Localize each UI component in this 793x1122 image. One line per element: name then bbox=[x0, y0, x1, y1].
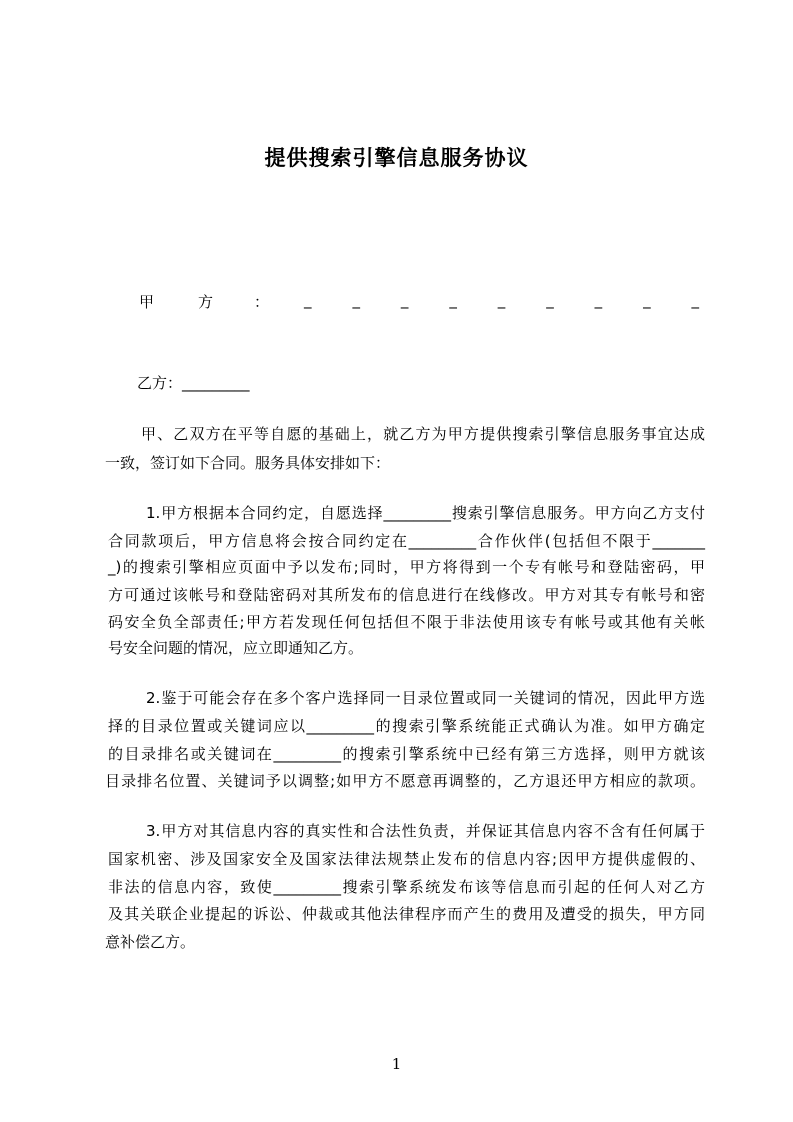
party-a-line bbox=[139, 291, 699, 315]
paragraph-2-line-6: 号安全问题的情况，应立即通知乙方。 bbox=[108, 639, 364, 657]
party-a-label-char-1: 甲 bbox=[139, 293, 155, 311]
party-a-colon: ： bbox=[254, 293, 270, 311]
party-a-blank-segment: _ bbox=[400, 291, 409, 309]
paragraph-2-line-5: 码安全负全部责任;甲方若发现任何包括但不限于非法使用该专有帐号或其他有关帐 bbox=[108, 613, 705, 631]
paragraph-4-line-4: 及其关联企业提起的诉讼、仲裁或其他法律程序而产生的费用及遭受的损失，甲方同 bbox=[108, 905, 705, 923]
party-a-blank-segment: _ bbox=[497, 291, 506, 309]
paragraph-4-line-5: 意补偿乙方。 bbox=[105, 933, 196, 951]
paragraph-1-line-1: 甲、乙双方在平等自愿的基础上，就乙方为甲方提供搜索引擎信息服务事宜达成 bbox=[141, 425, 705, 443]
party-a-label-char-2: 方 bbox=[198, 293, 214, 311]
document-title: 提供搜索引擎信息服务协议 bbox=[264, 146, 529, 170]
party-a-blank-segment: _ bbox=[643, 291, 651, 309]
party-a-blank-segment: _ bbox=[691, 291, 699, 309]
paragraph-4-line-1: 3.甲方对其信息内容的真实性和合法性负责，并保证其信息内容不含有任何属于 bbox=[146, 822, 705, 840]
paragraph-3-line-1: 2.鉴于可能会存在多个客户选择同一目录位置或同一关键词的情况，因此甲方选 bbox=[146, 689, 705, 707]
party-a-blank-segment: _ bbox=[594, 291, 603, 309]
paragraph-2-line-4: 方可通过该帐号和登陆密码对其所发布的信息进行在线修改。甲方对其专有帐号和密 bbox=[108, 586, 705, 604]
party-a-blank-segment: _ bbox=[449, 291, 457, 309]
party-a-blank-segment: _ bbox=[546, 291, 554, 309]
paragraph-4-line-2: 国家机密、涉及国家安全及国家法律法规禁止发布的信息内容;因甲方提供虚假的、 bbox=[108, 850, 705, 868]
paragraph-3-line-2: 择的目录位置或关键词应以_________的搜索引擎系统能正式确认为准。如甲方确定 bbox=[108, 717, 705, 735]
paragraph-2-line-1: 1.甲方根据本合同约定，自愿选择_________搜索引擎信息服务。甲方向乙方支付 bbox=[146, 504, 705, 522]
paragraph-3-line-3: 的目录排名或关键词在_________的搜索引擎系统中已经有第三方选择，则甲方就该 bbox=[108, 745, 705, 763]
page-number: 1 bbox=[391, 1055, 402, 1073]
paragraph-4-line-3: 非法的信息内容，致使_________搜索引擎系统发布该等信息而引起的任何人对乙方 bbox=[108, 878, 705, 896]
party-a-blank-segment: _ bbox=[304, 291, 312, 309]
party-a-blank bbox=[304, 291, 699, 309]
paragraph-2-line-3: _)的搜索引擎相应页面中予以发布;同时，甲方将得到一个专有帐号和登陆密码，甲 bbox=[108, 558, 705, 576]
paragraph-3-line-4: 目录排名位置、关键词予以调整;如甲方不愿意再调整的，乙方退还甲方相应的款项。 bbox=[105, 772, 705, 790]
paragraph-1-line-2: 一致，签订如下合同。服务具体安排如下： bbox=[105, 454, 391, 472]
paragraph-2-line-2: 合同款项后，甲方信息将会按合同约定在_________合作伙伴(包括但不限于_______ bbox=[108, 532, 705, 550]
party-b-line: 乙方：_________ bbox=[137, 374, 250, 392]
party-a-blank-segment: _ bbox=[352, 291, 360, 309]
